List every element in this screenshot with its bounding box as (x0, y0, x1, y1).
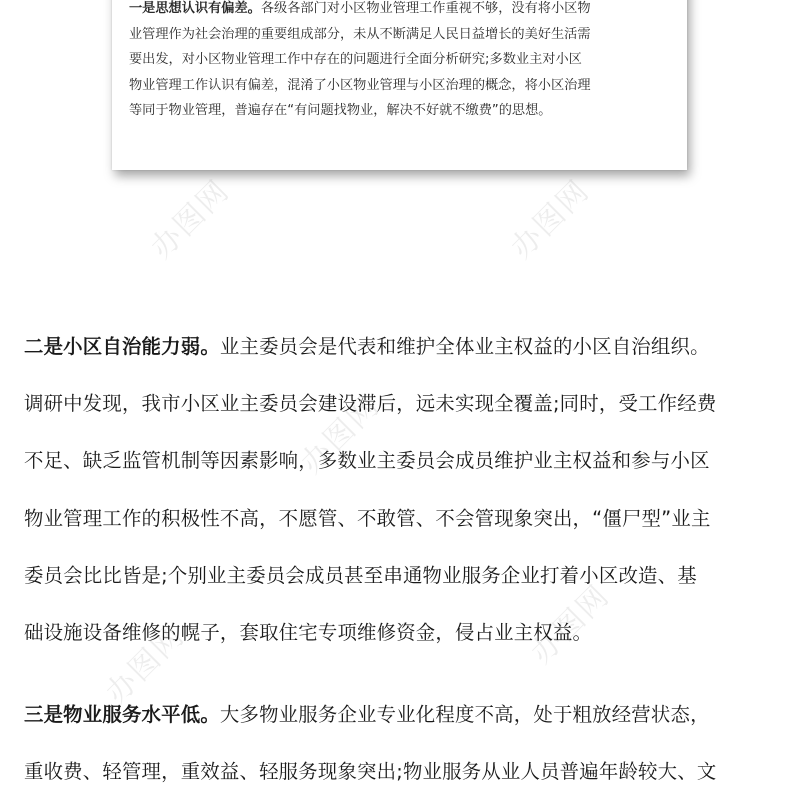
card-line (129, 98, 669, 124)
paragraph-line-text: 不足、缺乏监管机制等因素影响，多数业主委员会成员维护业主权益和参与小区 (24, 449, 710, 473)
paragraph-line (24, 743, 716, 800)
paragraph-line (24, 375, 716, 432)
card-line-text: 业管理作为社会治理的重要组成部分，未从不断满足人民日益增长的美好生活需 (129, 26, 591, 42)
paragraph-lead-heading: 二是小区自治能力弱。 (24, 335, 220, 358)
paragraph-line-text: 重收费、轻管理，重效益、轻服务现象突出;物业服务从业人员普遍年龄较大、文 (24, 760, 717, 784)
card-line (129, 0, 669, 22)
card-line-text: 物业管理工作认识有偏差，混淆了小区物业管理与小区治理的概念，将小区治理 (129, 77, 591, 93)
excerpt-card-text (129, 0, 669, 124)
card-line (129, 73, 669, 99)
watermark: 办图网 (144, 173, 237, 266)
paragraph-line (24, 604, 716, 661)
paragraph-line (24, 432, 716, 489)
paragraph-line-text: 物业管理工作的积极性不高，不愿管、不敢管、不会管现象突出，“僵尸型”业主 (24, 506, 711, 530)
paragraph-lead-heading: 三是物业服务水平低。 (24, 703, 220, 726)
card-line-text: 各级各部门对小区物业管理工作重视不够，没有将小区物 (260, 1, 591, 16)
paragraph-service-level (24, 686, 716, 800)
watermark: 办图网 (294, 388, 387, 481)
excerpt-card (112, 0, 687, 170)
paragraph-line (24, 490, 716, 547)
card-line-text: 要出发，对小区物业管理工作中存在的问题进行全面分析研究;多数业主对小区 (129, 52, 582, 68)
paragraph-line-text: 调研中发现，我市小区业主委员会建设滞后，远未实现全覆盖;同时，受工作经费 (24, 392, 717, 416)
paragraph-line-text: 业主委员会是代表和维护全体业主权益的小区自治组织。 (219, 335, 710, 358)
card-line-text: 等同于物业管理，普遍存在“有问题找物业，解决不好就不缴费”的思想。 (129, 103, 552, 119)
watermark: 办图网 (524, 578, 617, 671)
card-lead-heading: 一是思想认识有偏差。 (129, 1, 261, 16)
paragraph-line (24, 686, 716, 743)
paragraph-line (24, 547, 716, 604)
watermark: 办图网 (99, 618, 192, 711)
paragraph-line-text: 大多物业服务企业专业化程度不高，处于粗放经营状态， (219, 703, 710, 726)
paragraph-self-governance (24, 318, 716, 661)
card-line (129, 22, 669, 48)
paragraph-line-text: 础设施设备维修的幌子，套取住宅专项维修资金，侵占业主权益。 (24, 620, 593, 644)
paragraph-line-text: 委员会比比皆是;个别业主委员会成员甚至串通物业服务企业打着小区改造、基 (24, 563, 697, 587)
card-line (129, 47, 669, 73)
paragraph-line (24, 318, 716, 375)
watermark: 办图网 (504, 173, 597, 266)
